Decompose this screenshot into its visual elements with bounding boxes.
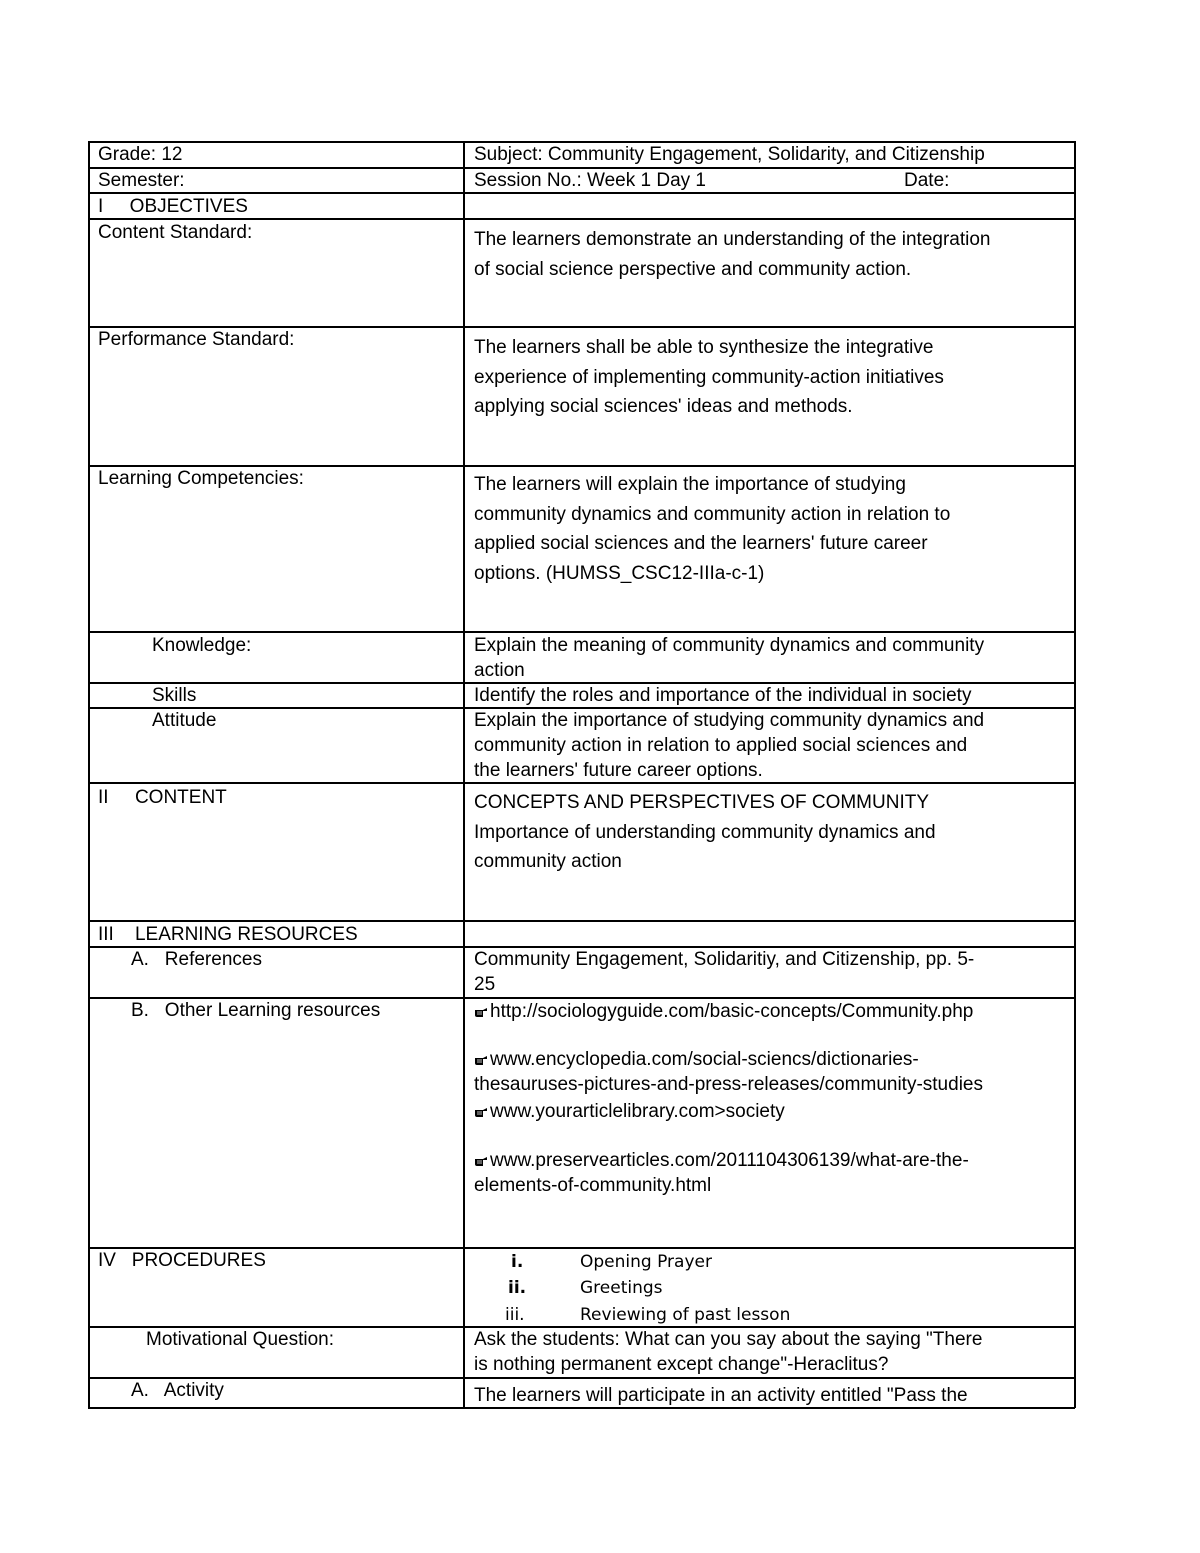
text-line: 25	[474, 974, 496, 995]
skills-text: Identify the roles and importance of the individual in society	[474, 685, 972, 706]
content-text	[474, 788, 936, 877]
list-item: Reviewing of past lesson	[580, 1305, 791, 1325]
resource-link-4[interactable]	[474, 1148, 969, 1198]
text-line: The learners demonstrate an understanding of the integration	[474, 229, 991, 250]
text-line: Importance of understanding community dynamics and	[474, 821, 936, 843]
resource-link-text[interactable]: elements-of-community.html	[474, 1175, 712, 1196]
learning-resources-heading: III LEARNING RESOURCES	[98, 924, 358, 945]
text-line: The learners shall be able to synthesize the integrative	[474, 337, 934, 358]
resource-link-3[interactable]	[474, 1099, 785, 1124]
subject-label: Subject: Community Engagement, Solidarity, and Citizenship	[474, 144, 985, 165]
list-numeral: ii.	[508, 1278, 527, 1298]
attitude-text	[474, 708, 984, 783]
performance-standard-text	[474, 333, 944, 422]
list-numeral: i.	[511, 1252, 524, 1272]
content-standard-text	[474, 225, 991, 284]
activity-text: The learners will participate in an activity entitled "Pass the	[474, 1385, 968, 1406]
list-item: Greetings	[580, 1278, 663, 1298]
knowledge-label: Knowledge:	[152, 635, 252, 656]
text-line: community dynamics and community action in relation to	[474, 503, 951, 525]
references-label: A. References	[131, 949, 262, 970]
resource-link-1[interactable]	[474, 999, 973, 1024]
text-line: applied social sciences and the learners' future career	[474, 533, 928, 554]
text-line: community action in relation to applied social sciences and	[474, 735, 968, 756]
performance-standard-label: Performance Standard:	[98, 329, 295, 350]
text-line: Explain the importance of studying community dynamics and	[474, 710, 985, 731]
list-numeral: iii.	[505, 1305, 525, 1325]
resource-link-text[interactable]: www.yourarticlelibrary.com>society	[490, 1101, 785, 1122]
resource-link-text[interactable]: http://sociologyguide.com/basic-concepts/Community.php	[490, 1001, 974, 1022]
grade-label: Grade: 12	[98, 144, 183, 165]
resource-link-text[interactable]: www.encyclopedia.com/social-sciencs/dictionaries-	[490, 1049, 919, 1070]
text-line: options. (HUMSS_CSC12-IIIa-c-1)	[474, 562, 765, 584]
knowledge-text	[474, 633, 984, 683]
text-line: Ask the students: What can you say about the saying "There	[474, 1329, 983, 1350]
text-line: Explain the meaning of community dynamics and community	[474, 635, 985, 656]
pointing-hand-bullet-icon	[474, 1155, 488, 1167]
text-line: CONCEPTS AND PERSPECTIVES OF COMMUNITY	[474, 792, 929, 813]
motivational-question-text	[474, 1327, 982, 1377]
text-line: the learners' future career options.	[474, 760, 763, 781]
pointing-hand-bullet-icon	[474, 1006, 488, 1018]
text-line: Community Engagement, Solidaritiy, and Citizenship, pp. 5-	[474, 949, 975, 970]
content-heading: II CONTENT	[98, 787, 227, 808]
resource-link-text[interactable]: www.preservearticles.com/2011104306139/what-are-the-	[490, 1150, 969, 1171]
other-resources-label: B. Other Learning resources	[131, 1000, 381, 1021]
skills-label: Skills	[152, 685, 197, 706]
motivational-question-label: Motivational Question:	[146, 1329, 334, 1350]
text-line: community action	[474, 851, 622, 872]
resource-link-text[interactable]: thesauruses-pictures-and-press-releases/community-studies	[474, 1074, 983, 1095]
text-line: applying social sciences' ideas and methods.	[474, 396, 853, 417]
date-label: Date:	[904, 170, 950, 191]
resource-link-2[interactable]	[474, 1047, 983, 1097]
activity-label: A. Activity	[131, 1380, 224, 1401]
text-line: of social science perspective and community action.	[474, 258, 912, 280]
references-text	[474, 947, 974, 997]
semester-label: Semester:	[98, 170, 185, 191]
pointing-hand-bullet-icon	[474, 1106, 488, 1118]
objectives-heading: I OBJECTIVES	[98, 196, 248, 217]
session-label: Session No.: Week 1 Day 1	[474, 170, 706, 191]
text-line: The learners will explain the importance of studying	[474, 474, 906, 495]
attitude-label: Attitude	[152, 710, 217, 731]
text-line: experience of implementing community-action initiatives	[474, 366, 944, 388]
content-standard-label: Content Standard:	[98, 222, 253, 243]
pointing-hand-bullet-icon	[474, 1054, 488, 1066]
learning-competencies-label: Learning Competencies:	[98, 468, 304, 489]
learning-competencies-text	[474, 470, 950, 588]
text-line: is nothing permanent except change"-Heraclitus?	[474, 1354, 889, 1375]
procedures-heading: IV PROCEDURES	[98, 1250, 266, 1271]
text-line: action	[474, 660, 525, 681]
list-item: Opening Prayer	[580, 1252, 712, 1272]
